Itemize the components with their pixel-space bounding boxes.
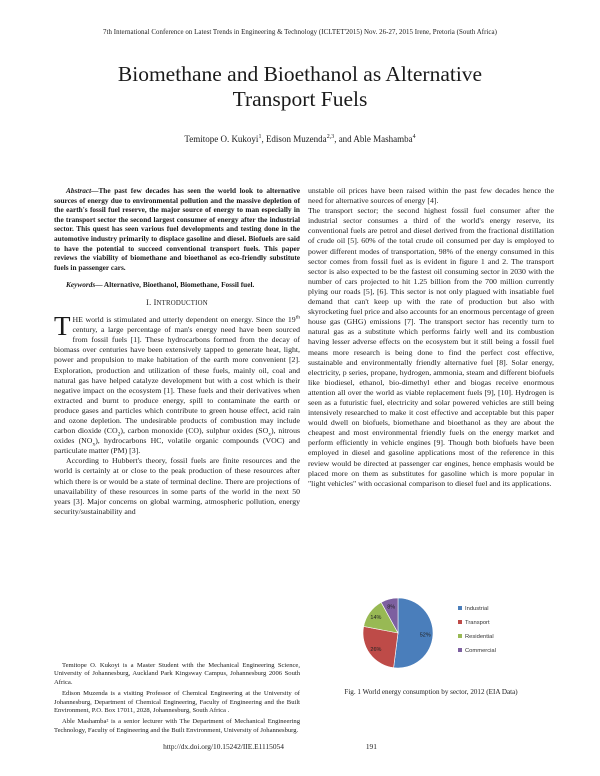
- title-line-1: Biomethane and Bioethanol as Alternative: [117, 62, 483, 86]
- legend-label-industrial: Industrial: [465, 606, 489, 612]
- pie-slice-label-industrial: 52%: [419, 632, 431, 639]
- figure-1-pie-chart: [362, 596, 562, 670]
- author-2-affil: 2,3: [326, 134, 335, 140]
- pie-slice-label-commercial: 8%: [387, 604, 396, 611]
- left-column: [54, 186, 300, 517]
- author-list: Temitope O. Kukoyi$^1$, Edison Muzenda$^{2,3}$, and Able Mashamba$^4$: [184, 134, 416, 144]
- legend-label-transport: Transport: [465, 620, 490, 626]
- abstract-label: Abstract: [66, 186, 92, 195]
- right-paragraph-2: The transport sector; the second highest fossil fuel consumer after the industrial sector consumes a third of the world's energy reserve, its conventional fuels are petrol and diesel derived from the fractional distillation of crude oil [5]. 60% of the total crude oil consumed per day is employed to power different modes of transportation, 98% of the energy consumed in this sector comes from fossil fuel as is evident in figure 1 and 2. The transport sector is also expected to be the fastest oil consuming sector in 2030 with the number of cars projected to hit 1.25 billion from the 700 million currently plying our roads [5], [6]. This sector is not only plagued with insatiable fuel demand that can't keep up with the rate of production but also with skyrocketing fuel price and also accounts for an enormous percentage of green house gas (GHG) emissions [7]. The transport sector has recently turn to natural gas as a substitute which performs fairly well and its combustion having lesser adverse effects on the ecosystem but it still being a fossil fuel means more research is being done to find the perfect cost effective, sustainable and environmentally friendly alternative fuel [8]. Solar energy, electricity, p series, propane, hydrogen, ammonia, steam and different biofuels like biodiesel, ethanol, bio-dimethyl ether and biogas receive enormous attention all over the world as viable replacement fuels [9], [10]. Hydrogen is seen as a futuristic fuel, electricity and solar powered vehicles are still being intensively researched to make it cost effective and acceptable but this paper would dwell on biofuels, biomethane and bioethanol as they are about the cheapest and most environmental friendly fuels on the energy market and perform efficiently in vehicle engines [9]. Though both biofuels have been employed in diesel and gasoline applications most of the reference in this review would be directed at passenger car engines, hence emphasis would be placed more on them as substitutes for gasoline which is more popular in "light vehicles" with occasional comparison to diesel fuel and its applications.: [308, 206, 554, 488]
- author-1: Temitope O. Kukoyi: [184, 134, 259, 144]
- author-3: and Able Mashamba: [338, 134, 413, 144]
- keywords-label: Keywords: [66, 280, 96, 290]
- intro-paragraph-2: According to Hubbert's theory, fossil fuels are finite resources and the world is certainly at or close to the peak production of these resources after which there is or would be a state of terminal decline. There are projections of unavailability of these resources in some parts of the world in the next 50 years [3]. Major concerns on global warming, atmospheric pollution, energy security/sustainability and: [54, 456, 300, 516]
- keywords: [54, 280, 300, 290]
- keywords-text: — Alternative, Bioethanol, Biomethane, Fossil fuel.: [95, 280, 255, 290]
- drop-cap: T: [54, 311, 71, 342]
- pie-chart-svg: [362, 596, 562, 670]
- legend-swatch-transport: [458, 620, 462, 624]
- title-line-2: Transport Fuels: [232, 87, 368, 111]
- footer-doi: http://dx.doi.org/10.15242/IIE.E1115054: [163, 742, 284, 751]
- legend-swatch-residential: [458, 634, 462, 638]
- legend-label-residential: Residential: [465, 634, 494, 640]
- author-footnotes: [54, 662, 300, 738]
- intro-paragraph-1: THE world is stimulated and utterly dependent on energy. Since the 19th century, a large percentage of man's energy need have been sourced from fossil fuels [1]. These hydrocarbons formed from the decay of biomass over centuries have been extensively tapped to generate heat, light, power and propulsion to make habitation of the earth more convenient [2]. Exploration, production and utilization of these fuels, mainly oil, coal and natural gas have helped catalyze development but with a cost which is their negative impact on the ecosystem [1]. These fuels and their derivatives when extracted and burnt to produce energy, spill to contaminate the earth or produce gases and particles which contribute to green house effect, acid rain and ozone depletion. The undesirable products of combustion may include carbon dioxide $(CO_2)$, carbon monoxide (CO), sulphur oxides $(SO_x)$, nitrous oxides $(NO_x)$, hydrocarbons HC, volatile organic compounds (VOC) and particulate matter (PM) [3].: [54, 311, 301, 456]
- figure-1-caption: Fig. 1 World energy consumption by sector, 2012 (EIA Data): [344, 688, 518, 696]
- legend-swatch-industrial: [458, 606, 462, 610]
- author-3-affil: 4: [412, 134, 416, 140]
- author-1-affil: 1: [258, 134, 262, 140]
- pie-slice-label-transport: 26%: [370, 647, 382, 654]
- legend-label-commercial: Commercial: [465, 648, 496, 654]
- paper-title: [0, 62, 600, 112]
- footnote-2: Edison Muzenda is a visiting Professor of Chemical Engineering at the University of Johannesburg, Department of Chemical Engineering, Faculty of Engineering and the Built Environment, P.O. Box 17011, 2028, Johannesburg, South Africa .: [54, 690, 300, 715]
- abstract-text: —The past few decades has seen the world look to alternative sources of energy due to environmental pollution and the massive depletion of the earth's fossil fuel reserve, the major source of energy to man especially in the transport sector the second largest consumer of energy after the industrial sector. This quest has seen various fuel developments and testing done in the automotive industry primarily to displace gasoline and diesel. Biofuels are said to have the potential to succeed conventional transport fuels. This paper reviews the viability of biomethane and bioethanol as eco-friendly substitute fuels in passenger cars.: [54, 186, 300, 272]
- legend-swatch-commercial: [458, 648, 462, 652]
- abstract: [54, 186, 300, 272]
- right-paragraph-1: unstable oil prices have been raised within the past few decades hence the need for alternative sources of energy [4].: [308, 186, 554, 206]
- pie-slice-label-residential: 14%: [370, 614, 382, 621]
- page-footer: [0, 742, 600, 751]
- author-2: Edison Muzenda: [265, 134, 327, 144]
- footnote-1: Temitope O. Kukoyi is a Master Student with the Mechanical Engineering Science, University of Johannesburg, Auckland Park Kingsway Campus, Johannesburg 2006 South Africa.: [54, 662, 300, 686]
- section-heading-introduction: I. INTRODUCTION: [146, 297, 208, 307]
- footnote-3: Able Mashamba² is a senior lecturer with The Department of Mechanical Engineering Technology, Faculty of Engineering and the Built Environment, University of Johannesburg.: [54, 718, 300, 734]
- running-head: 7th International Conference on Latest Trends in Engineering & Technology (ICLTET'2015) Nov. 26-27, 2015 Irene, Pretoria (South Africa): [103, 29, 497, 36]
- right-column: [308, 186, 554, 489]
- page-number: 191: [365, 742, 377, 751]
